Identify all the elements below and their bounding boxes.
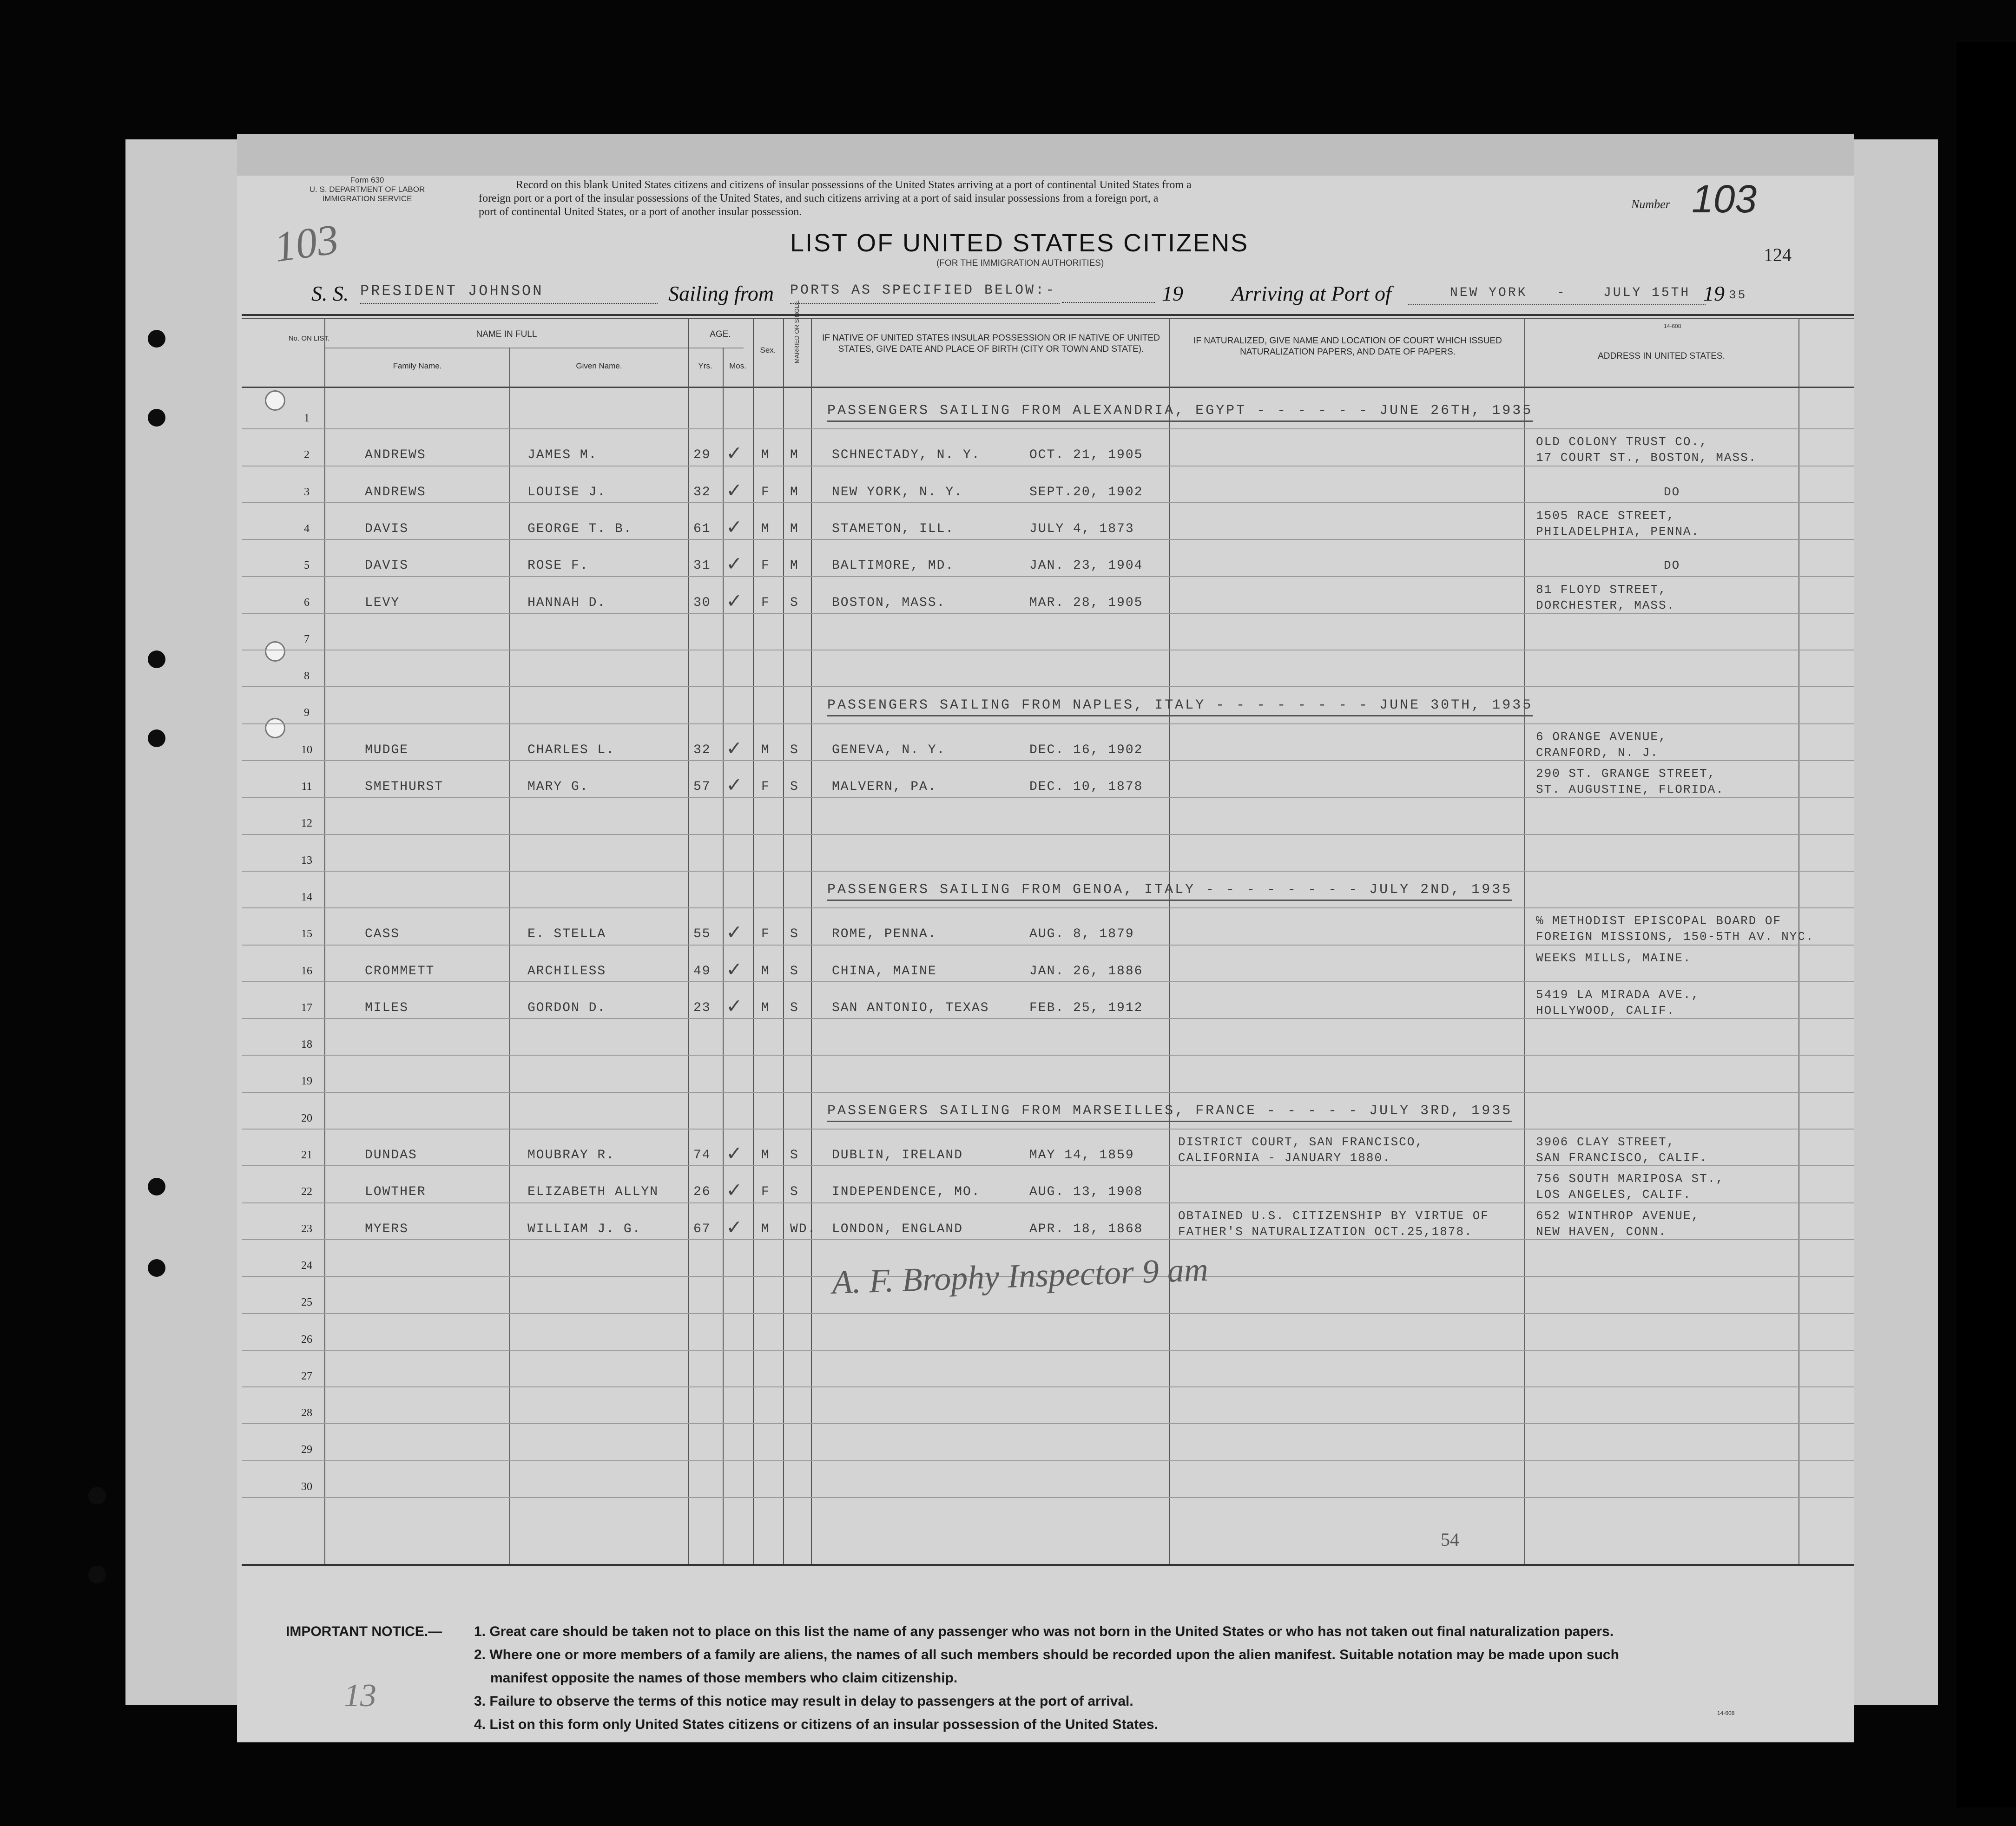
row-rule xyxy=(242,502,1854,503)
footer-page-number: 54 xyxy=(1441,1529,1459,1550)
col-header-name: NAME IN FULL xyxy=(476,329,537,339)
number-label: Number xyxy=(1631,197,1670,211)
marital-status-cell: S xyxy=(790,1148,799,1163)
col-rule xyxy=(509,348,510,1564)
section-heading: PASSENGERS SAILING FROM MARSEILLES, FRANCE - - - - - JULY 3RD, 1935 xyxy=(827,1103,1512,1122)
row-number: 5 xyxy=(304,559,310,572)
birth-date-cell: AUG. 8, 1879 xyxy=(1029,927,1134,942)
printer-code: 14-608 xyxy=(1664,323,1681,329)
age-years-cell: 49 xyxy=(693,964,711,979)
marital-status-cell: M xyxy=(790,448,799,463)
address-cell: DORCHESTER, MASS. xyxy=(1536,598,1675,612)
col-header-married xyxy=(794,349,800,363)
sex-cell: M xyxy=(761,1000,770,1015)
arriving-label: Arriving at Port of xyxy=(1232,282,1391,305)
age-months-cell: ✓ xyxy=(727,994,742,1020)
row-rule xyxy=(242,945,1854,946)
family-name-cell: CASS xyxy=(365,927,400,942)
marital-status-cell: S xyxy=(790,927,799,942)
given-name-cell: WILLIAM J. G. xyxy=(527,1222,641,1236)
row-number: 24 xyxy=(301,1259,312,1272)
birth-date-cell: JAN. 26, 1886 xyxy=(1029,964,1143,979)
address-cell: 756 SOUTH MARIPOSA ST., xyxy=(1536,1172,1724,1186)
section-heading: PASSENGERS SAILING FROM ALEXANDRIA, EGYPT - - - - - - JUNE 26TH, 1935 xyxy=(827,403,1533,422)
age-months-cell: ✓ xyxy=(727,1142,742,1167)
binder-hole-icon xyxy=(148,409,165,427)
arrival-year-prefix: 19 xyxy=(1703,282,1725,305)
row-number: 30 xyxy=(301,1480,312,1493)
row-number: 6 xyxy=(304,596,310,609)
birth-date-cell: FEB. 25, 1912 xyxy=(1029,1000,1143,1015)
notice-item-4: 4. List on this form only United States citizens or citizens of an insular possession of the United States. xyxy=(474,1717,1158,1732)
address-cell: 5419 LA MIRADA AVE., xyxy=(1536,987,1700,1002)
col-header-given: Given Name. xyxy=(576,361,622,370)
marital-status-cell: S xyxy=(790,1185,799,1200)
birth-date-cell: DEC. 10, 1878 xyxy=(1029,780,1143,794)
age-months-cell: ✓ xyxy=(727,1215,742,1241)
row-rule xyxy=(242,1092,1854,1093)
marital-status-cell: S xyxy=(790,595,799,610)
col-rule xyxy=(688,319,689,1564)
given-name-cell: ROSE F. xyxy=(527,558,589,573)
row-number: 2 xyxy=(304,449,310,461)
birthplace-cell: CHINA, MAINE xyxy=(832,964,937,979)
row-rule xyxy=(242,723,1854,724)
family-name-cell: DUNDAS xyxy=(365,1148,417,1163)
address-cell: 3906 CLAY STREET, xyxy=(1536,1135,1675,1149)
row-rule xyxy=(242,907,1854,908)
row-number: 16 xyxy=(301,965,312,977)
age-years-cell: 29 xyxy=(693,448,711,463)
notice-item-2-cont: manifest opposite the names of those members who claim citizenship. xyxy=(490,1670,958,1686)
address-cell: 1505 RACE STREET, xyxy=(1536,508,1675,523)
instruction-line: port of continental United States, or a port of another insular possession. xyxy=(479,206,802,218)
row-rule xyxy=(242,871,1854,872)
row-number: 23 xyxy=(301,1222,312,1235)
family-name-cell: CROMMETT xyxy=(365,964,435,979)
given-name-cell: ARCHILESS xyxy=(527,964,606,979)
row-rule xyxy=(242,1239,1854,1240)
age-years-cell: 67 xyxy=(693,1222,711,1236)
row-rule xyxy=(242,1350,1854,1351)
age-years-cell: 23 xyxy=(693,1000,711,1015)
number-value: 103 xyxy=(1692,177,1757,221)
arrival-underline xyxy=(1408,304,1706,305)
row-number: 25 xyxy=(301,1296,312,1309)
row-number: 12 xyxy=(301,817,312,830)
marital-status-cell: M xyxy=(790,558,799,573)
row-rule xyxy=(242,1313,1854,1314)
birthplace-cell: LONDON, ENGLAND xyxy=(832,1222,963,1236)
header-bottom-rule xyxy=(242,387,1854,388)
address-cell: SAN FRANCISCO, CALIF. xyxy=(1536,1151,1708,1165)
age-years-cell: 55 xyxy=(693,927,711,942)
age-months-cell: ✓ xyxy=(727,921,742,946)
sex-cell: M xyxy=(761,742,770,757)
row-number: 26 xyxy=(301,1333,312,1346)
birthplace-cell: GENEVA, N. Y. xyxy=(832,742,946,757)
row-rule xyxy=(242,686,1854,687)
address-cell: NEW HAVEN, CONN. xyxy=(1536,1224,1667,1239)
col-rule xyxy=(811,319,812,1564)
address-cell: WEEKS MILLS, MAINE. xyxy=(1536,951,1692,965)
address-cell: 652 WINTHROP AVENUE, xyxy=(1536,1209,1700,1223)
age-years-cell: 30 xyxy=(693,595,711,610)
punch-hole-icon xyxy=(265,390,285,411)
col-rule xyxy=(324,319,325,1564)
binder-hole-icon xyxy=(148,729,165,747)
birthplace-cell: STAMETON, ILL. xyxy=(832,521,955,536)
ss-label: S. S. xyxy=(311,282,349,305)
given-name-cell: E. STELLA xyxy=(527,927,606,942)
punch-hole-icon xyxy=(265,718,285,738)
birth-date-cell: JAN. 23, 1904 xyxy=(1029,558,1143,573)
age-months-cell: ✓ xyxy=(727,589,742,615)
address-cell: 6 ORANGE AVENUE, xyxy=(1536,729,1667,744)
marital-status-cell: S xyxy=(790,742,799,757)
binder-hole-icon xyxy=(148,1259,165,1277)
row-rule xyxy=(242,1423,1854,1424)
family-name-cell: DAVIS xyxy=(365,558,409,573)
inspector-signature: A. F. Brophy Inspector 9 am xyxy=(831,1250,1209,1301)
age-months-cell: ✓ xyxy=(727,552,742,578)
row-number: 20 xyxy=(301,1112,312,1124)
sex-cell: F xyxy=(761,780,770,794)
address-cell: ST. AUGUSTINE, FLORIDA. xyxy=(1536,782,1724,796)
family-name-cell: ANDREWS xyxy=(365,448,426,463)
sex-cell: M xyxy=(761,964,770,979)
birthplace-cell: NEW YORK, N. Y. xyxy=(832,485,963,499)
address-cell: 81 FLOYD STREET, xyxy=(1536,582,1667,597)
birth-date-cell: OCT. 21, 1905 xyxy=(1029,448,1143,463)
table-top-rule-2 xyxy=(242,318,1854,319)
sailing-label: Sailing from xyxy=(668,282,774,305)
form-service: IMMIGRATION SERVICE xyxy=(322,194,412,203)
naturalization-cell: DISTRICT COURT, SAN FRANCISCO, xyxy=(1178,1135,1424,1149)
col-rule xyxy=(723,348,724,1564)
col-rule xyxy=(1524,319,1525,1564)
col-rule xyxy=(783,319,784,1564)
row-rule xyxy=(242,1018,1854,1019)
age-years-cell: 32 xyxy=(693,742,711,757)
arrival-date: JULY 15TH xyxy=(1603,286,1691,300)
given-name-cell: GORDON D. xyxy=(527,1000,606,1015)
binder-edge xyxy=(1957,42,2016,1807)
marital-status-cell: WD. xyxy=(790,1222,817,1236)
col-rule xyxy=(753,319,754,1564)
address-cell: DO xyxy=(1664,558,1680,573)
col-header-mos: Mos. xyxy=(729,361,746,370)
row-rule xyxy=(242,797,1854,798)
col-header-sex: Sex. xyxy=(760,346,776,355)
birth-date-cell: SEPT.20, 1902 xyxy=(1029,485,1143,499)
naturalization-cell: OBTAINED U.S. CITIZENSHIP BY VIRTUE OF xyxy=(1178,1209,1489,1223)
row-rule xyxy=(242,1202,1854,1203)
given-name-cell: ELIZABETH ALLYN xyxy=(527,1185,659,1200)
birthplace-cell: SAN ANTONIO, TEXAS xyxy=(832,1000,989,1015)
year-prefix: 19 xyxy=(1162,282,1183,305)
age-months-cell: ✓ xyxy=(727,958,742,983)
col-header-naturalized: IF NATURALIZED, GIVE NAME AND LOCATION OF COURT WHICH ISSUED NATURALIZATION PAPERS, AND DATE OF PAPERS. xyxy=(1193,336,1502,357)
footer-code: 14-608 xyxy=(1717,1710,1735,1716)
row-rule xyxy=(242,981,1854,982)
instruction-line: Record on this blank United States citizens and citizens of insular possessions of the United States arriving at a port of continental United States from a xyxy=(516,179,1192,191)
row-rule xyxy=(242,1460,1854,1461)
address-cell: ℅ METHODIST EPISCOPAL BOARD OF xyxy=(1536,914,1782,928)
birth-date-cell: MAR. 28, 1905 xyxy=(1029,595,1143,610)
given-name-cell: MOUBRAY R. xyxy=(527,1148,615,1163)
margin-note: 103 xyxy=(271,215,342,271)
birthplace-cell: INDEPENDENCE, MO. xyxy=(832,1185,981,1200)
notice-item-3: 3. Failure to observe the terms of this notice may result in delay to passengers at the port of arrival. xyxy=(474,1694,1133,1709)
age-years-cell: 31 xyxy=(693,558,711,573)
row-number: 3 xyxy=(304,486,310,498)
address-cell: 17 COURT ST., BOSTON, MASS. xyxy=(1536,451,1757,465)
address-cell: FOREIGN MISSIONS, 150-5TH AV. NYC. xyxy=(1536,930,1814,944)
arrival-port: NEW YORK xyxy=(1450,286,1528,300)
given-name-cell: LOUISE J. xyxy=(527,485,606,499)
binder-hole-icon xyxy=(148,1178,165,1195)
row-number: 21 xyxy=(301,1149,312,1161)
birthplace-cell: SCHNECTADY, N. Y. xyxy=(832,448,981,463)
margin-scribble: 13 xyxy=(344,1678,376,1714)
col-rule xyxy=(1169,319,1170,1564)
col-header-family: Family Name. xyxy=(393,361,442,370)
row-number: 27 xyxy=(301,1370,312,1382)
row-number: 22 xyxy=(301,1186,312,1198)
row-number: 9 xyxy=(304,707,310,719)
binder-hole-icon xyxy=(88,1566,106,1583)
given-name-cell: CHARLES L. xyxy=(527,742,615,757)
birth-date-cell: DEC. 16, 1902 xyxy=(1029,742,1143,757)
marital-status-cell: S xyxy=(790,964,799,979)
row-rule xyxy=(242,760,1854,761)
instruction-line: foreign port or a port of the insular possessions of the United States, and such citizens arriving at a port of said insular possessions from a foreign port, a xyxy=(479,192,1159,204)
col-header-address: ADDRESS IN UNITED STATES. xyxy=(1598,351,1725,361)
punch-hole-icon xyxy=(265,641,285,662)
family-name-cell: SMETHURST xyxy=(365,780,444,794)
row-number: 17 xyxy=(301,1001,312,1014)
marital-status-cell: S xyxy=(790,780,799,794)
naturalization-cell: FATHER'S NATURALIZATION OCT.25,1878. xyxy=(1178,1224,1473,1239)
arrival-dash: - xyxy=(1557,286,1567,300)
row-rule xyxy=(242,613,1854,614)
sheet-top-band xyxy=(237,134,1854,176)
notice-item-2: 2. Where one or more members of a family are aliens, the names of all such members should be recorded upon the alien manifest. Suitable notation may be made upon such xyxy=(474,1647,1619,1662)
table-bottom-rule xyxy=(242,1564,1854,1566)
binder-hole-icon xyxy=(148,650,165,668)
address-cell: PHILADELPHIA, PENNA. xyxy=(1536,524,1700,539)
address-cell: OLD COLONY TRUST CO., xyxy=(1536,435,1708,449)
age-months-cell: ✓ xyxy=(727,515,742,541)
ship-name: PRESIDENT JOHNSON xyxy=(360,282,658,304)
row-number: 1 xyxy=(304,412,310,424)
family-name-cell: MUDGE xyxy=(365,742,409,757)
sailing-value: PORTS AS SPECIFIED BELOW:- xyxy=(790,282,1060,304)
row-rule xyxy=(242,1165,1854,1166)
address-cell: CRANFORD, N. J. xyxy=(1536,745,1659,760)
row-number: 15 xyxy=(301,928,312,940)
age-years-cell: 61 xyxy=(693,521,711,536)
given-name-cell: GEORGE T. B. xyxy=(527,521,632,536)
sex-cell: F xyxy=(761,1185,770,1200)
sex-cell: M xyxy=(761,1148,770,1163)
col-header-yrs: Yrs. xyxy=(698,361,712,370)
form-instructions xyxy=(479,178,1192,219)
age-months-cell: ✓ xyxy=(727,774,742,799)
page-title: LIST OF UNITED STATES CITIZENS xyxy=(790,229,1249,257)
row-number: 14 xyxy=(301,891,312,903)
age-months-cell: ✓ xyxy=(727,1179,742,1204)
given-name-cell: JAMES M. xyxy=(527,448,598,463)
row-number: 11 xyxy=(301,781,312,793)
address-cell: LOS ANGELES, CALIF. xyxy=(1536,1188,1692,1202)
age-years-cell: 74 xyxy=(693,1148,711,1163)
row-rule xyxy=(242,539,1854,540)
marital-status-cell: M xyxy=(790,485,799,499)
birthplace-cell: ROME, PENNA. xyxy=(832,927,937,942)
sex-cell: F xyxy=(761,595,770,610)
given-name-cell: HANNAH D. xyxy=(527,595,606,610)
col-header-age: AGE. xyxy=(710,329,731,339)
family-name-cell: LOWTHER xyxy=(365,1185,426,1200)
row-rule xyxy=(242,1497,1854,1498)
row-number: 13 xyxy=(301,854,312,867)
sex-cell: M xyxy=(761,448,770,463)
marital-status-cell: M xyxy=(790,521,799,536)
row-number: 8 xyxy=(304,670,310,683)
age-years-cell: 32 xyxy=(693,485,711,499)
family-name-cell: MILES xyxy=(365,1000,409,1015)
birthplace-cell: DUBLIN, IRELAND xyxy=(832,1148,963,1163)
sex-cell: F xyxy=(761,927,770,942)
date-blank xyxy=(1062,302,1155,303)
address-cell: 290 ST. GRANGE STREET, xyxy=(1536,767,1716,781)
row-rule xyxy=(242,1386,1854,1387)
row-rule xyxy=(242,576,1854,577)
row-number: 7 xyxy=(304,633,310,645)
binder-hole-icon xyxy=(148,330,165,348)
section-heading: PASSENGERS SAILING FROM GENOA, ITALY - - - - - - - - JULY 2ND, 1935 xyxy=(827,882,1512,901)
col-header-birth: IF NATIVE OF UNITED STATES INSULAR POSSESSION OR IF NATIVE OF UNITED STATES, GIVE DATE AND PLACE OF BIRTH (CITY OR TOWN AND STATE). xyxy=(822,333,1160,354)
section-heading: PASSENGERS SAILING FROM NAPLES, ITALY - - - - - - - - JUNE 30TH, 1935 xyxy=(827,697,1533,716)
sex-cell: M xyxy=(761,521,770,536)
family-name-cell: LEVY xyxy=(365,595,400,610)
sex-cell: M xyxy=(761,1222,770,1236)
age-years-cell: 26 xyxy=(693,1185,711,1200)
birth-date-cell: MAY 14, 1859 xyxy=(1029,1148,1134,1163)
notice-label: IMPORTANT NOTICE.— xyxy=(286,1624,442,1639)
row-rule xyxy=(242,834,1854,835)
birth-date-cell: AUG. 13, 1908 xyxy=(1029,1185,1143,1200)
row-number: 19 xyxy=(301,1075,312,1088)
family-name-cell: DAVIS xyxy=(365,521,409,536)
birth-date-cell: APR. 18, 1868 xyxy=(1029,1222,1143,1236)
binder-hole-icon xyxy=(88,1487,106,1504)
row-number: 18 xyxy=(301,1038,312,1051)
given-name-cell: MARY G. xyxy=(527,780,589,794)
row-rule xyxy=(242,428,1854,429)
age-years-cell: 57 xyxy=(693,780,711,794)
family-name-cell: MYERS xyxy=(365,1222,409,1236)
table-top-rule xyxy=(242,314,1854,316)
birthplace-cell: BOSTON, MASS. xyxy=(832,595,946,610)
col-header-no: No. ON LIST. xyxy=(288,335,330,342)
sex-cell: F xyxy=(761,485,770,499)
row-rule xyxy=(242,1129,1854,1130)
form-id-block xyxy=(288,176,446,204)
row-number: 28 xyxy=(301,1407,312,1419)
row-number: 10 xyxy=(301,743,312,756)
age-months-cell: ✓ xyxy=(727,736,742,762)
age-months-cell: ✓ xyxy=(727,479,742,504)
birth-date-cell: JULY 4, 1873 xyxy=(1029,521,1134,536)
sex-cell: F xyxy=(761,558,770,573)
arrival-year-suffix: 35 xyxy=(1729,288,1747,302)
birthplace-cell: BALTIMORE, MD. xyxy=(832,558,955,573)
form-number: Form 630 xyxy=(350,176,384,184)
family-name-cell: ANDREWS xyxy=(365,485,426,499)
row-number: 4 xyxy=(304,522,310,535)
form-department: U. S. DEPARTMENT OF LABOR xyxy=(309,185,425,194)
age-months-cell: ✓ xyxy=(727,442,742,467)
page-subtitle: (FOR THE IMMIGRATION AUTHORITIES) xyxy=(936,258,1104,268)
notice-item-1: 1. Great care should be taken not to place on this list the name of any passenger who was not born in the United States or who has not taken out final naturalization papers. xyxy=(474,1624,1614,1639)
marital-status-cell: S xyxy=(790,1000,799,1015)
address-cell: HOLLYWOOD, CALIF. xyxy=(1536,1003,1675,1018)
page-stamp: 124 xyxy=(1764,244,1792,265)
row-rule xyxy=(242,1055,1854,1056)
birthplace-cell: MALVERN, PA. xyxy=(832,780,937,794)
address-cell: DO xyxy=(1664,485,1680,499)
row-number: 29 xyxy=(301,1444,312,1456)
naturalization-cell: CALIFORNIA - JANUARY 1880. xyxy=(1178,1151,1391,1165)
